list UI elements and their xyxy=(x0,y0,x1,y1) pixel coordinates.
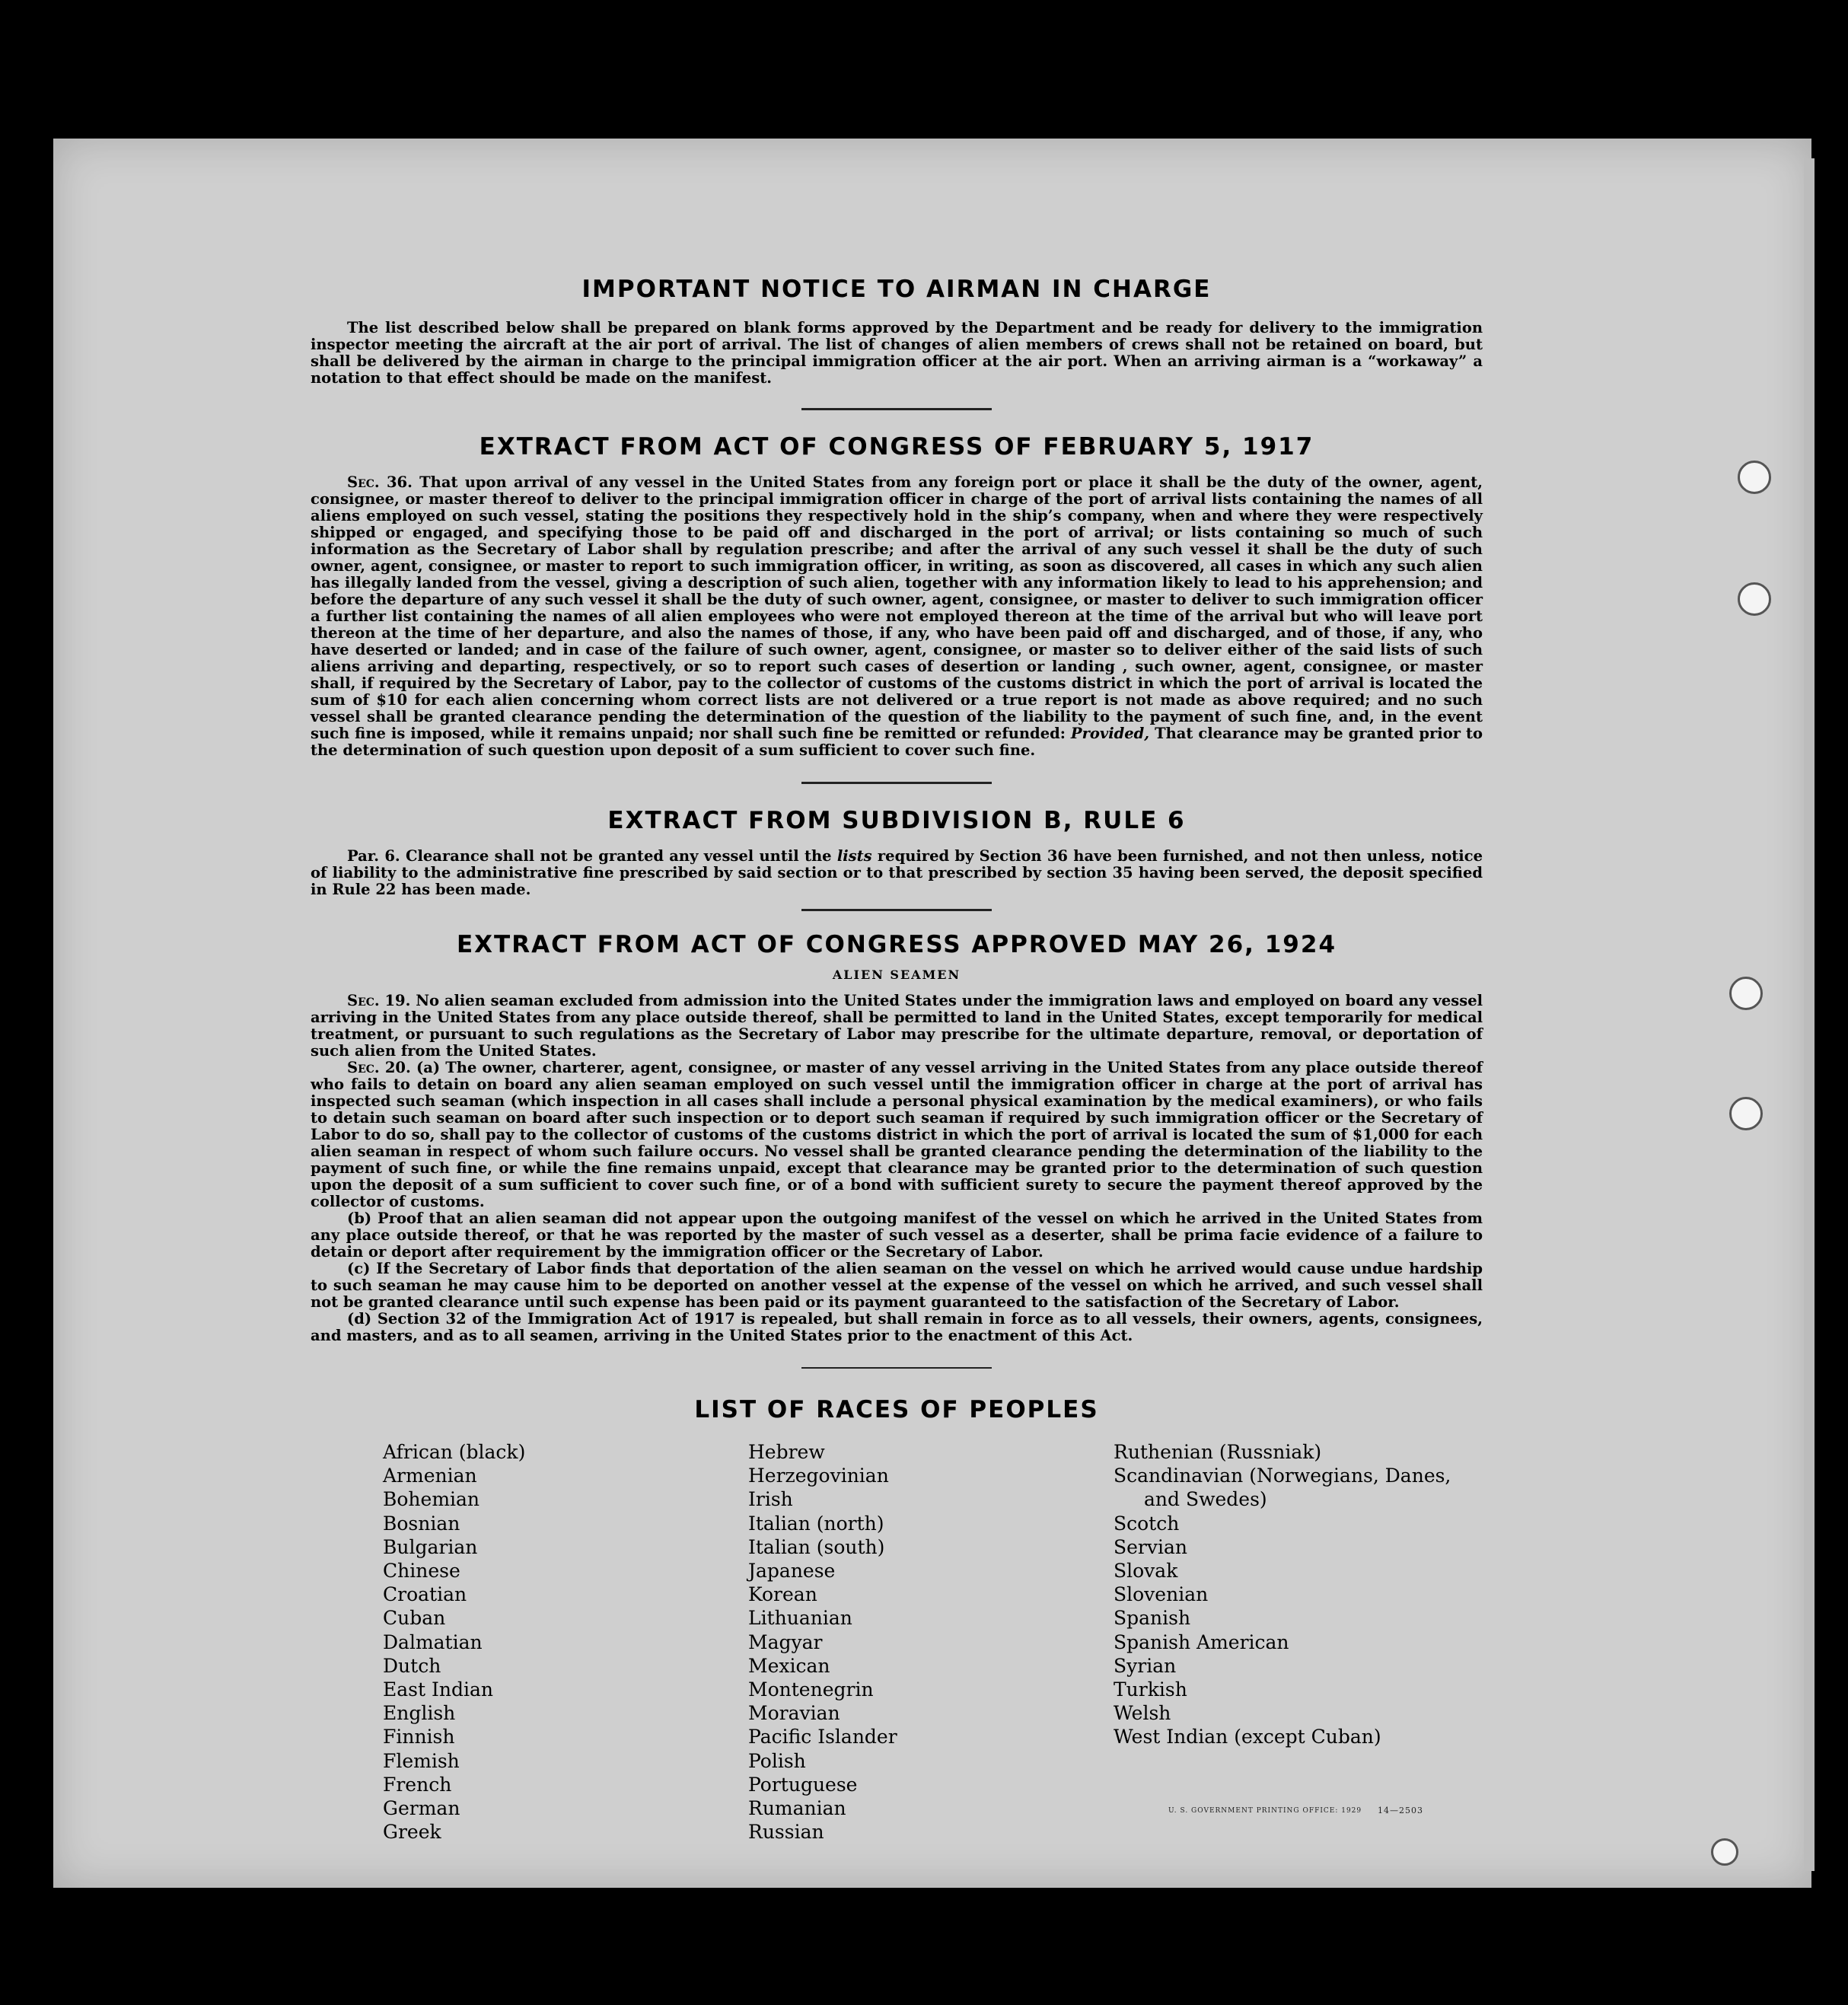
race-item: Finnish xyxy=(383,1726,455,1748)
races-title: LIST OF RACES OF PEOPLES xyxy=(694,1396,1099,1423)
divider xyxy=(801,782,992,784)
race-item: Welsh xyxy=(1114,1702,1171,1725)
races-column-2 xyxy=(748,1440,897,1844)
race-item: Magyar xyxy=(748,1630,823,1653)
punch-hole xyxy=(1711,1838,1738,1866)
race-item: Flemish xyxy=(383,1749,460,1772)
race-item: Montenegrin xyxy=(748,1678,874,1701)
race-item: Spanish xyxy=(1114,1607,1191,1630)
bleed-through xyxy=(114,282,126,312)
punch-hole xyxy=(1738,461,1771,494)
sec-20-c: (c) If the Secretary of Labor finds that deportation of the alien seaman on the vessel on which he arrived would cause undue hardship to such seaman he may cause him to be deported on another vessel at the expense of the vessel on which he arrived, and such vessel shall not be granted clearance until such expense has been paid or its payment guaranteed to the satisfaction of the Secretary of Labor. xyxy=(311,1260,1483,1311)
race-item: Bulgarian xyxy=(383,1535,478,1558)
race-item: Bohemian xyxy=(383,1488,480,1511)
punch-hole xyxy=(1738,582,1771,616)
divider xyxy=(801,1367,992,1369)
race-item: Polish xyxy=(748,1749,806,1772)
race-item: East Indian xyxy=(383,1678,493,1701)
race-item: Croatian xyxy=(383,1583,467,1606)
provided-word: Provided, xyxy=(1070,725,1150,742)
race-item: and Swedes) xyxy=(1144,1488,1267,1511)
race-item: African (black) xyxy=(383,1441,526,1463)
notice-text: The list described below shall be prepared on blank forms approved by the Department and be ready for delivery to the immigration inspector meeting the aircraft at the air port of arrival. The list of changes of alien members of crews shall not be retained on board, but shall be delivered by the airman in charge to the principal immigration officer at the air port. When an arriving airman is a “workaway” a notation to that effect should be made on the manifest. xyxy=(311,319,1483,387)
divider xyxy=(801,909,992,911)
race-item: Scandinavian (Norwegians, Danes, xyxy=(1114,1465,1451,1487)
alien-seamen-subtitle: ALIEN SEAMEN xyxy=(832,967,961,982)
races-column-3 xyxy=(1114,1440,1451,1749)
race-item: Moravian xyxy=(748,1702,840,1725)
race-item: Slovenian xyxy=(1114,1583,1209,1606)
race-item: Hebrew xyxy=(748,1441,825,1463)
race-item: Rumanian xyxy=(748,1797,846,1820)
race-item: Herzegovinian xyxy=(748,1465,889,1487)
race-item: French xyxy=(383,1773,452,1796)
page-edge xyxy=(1804,158,1815,1871)
notice-title: IMPORTANT NOTICE TO AIRMAN IN CHARGE xyxy=(581,276,1212,303)
act-1917-title: EXTRACT FROM ACT OF CONGRESS OF FEBRUARY 5, 1917 xyxy=(479,433,1314,461)
sec-20-d: (d) Section 32 of the Immigration Act of 1917 is repealed, but shall remain in force as to all vessels, their owners, agents, consignees, and masters, and as to all seamen, arriving in the United States prior to the enactment of this Act. xyxy=(311,1310,1483,1344)
rule-6-text: Par. 6. Clearance shall not be granted any vessel until the lists required by Section 36 have been furnished, and not then unless, notice of liability to the administrative fine prescribed by said section or to that prescribed by section 35 having been served, the deposit specified in Rule 22 has been made. xyxy=(311,847,1483,898)
race-item: Greek xyxy=(383,1821,441,1844)
punch-hole xyxy=(1729,1097,1763,1130)
section-label: Sec. 36. xyxy=(347,473,413,491)
race-item: Dutch xyxy=(383,1654,441,1677)
race-item: English xyxy=(383,1702,456,1725)
race-item: Dalmatian xyxy=(383,1630,483,1653)
printer-imprint: U. S. GOVERNMENT PRINTING OFFICE: 1929 xyxy=(1168,1807,1362,1815)
section-text-cont: That clearance may be granted prior to the determination of such question upon deposit of a sum sufficient to cover such fine. xyxy=(311,725,1483,759)
races-list xyxy=(311,1440,1483,1866)
divider xyxy=(801,408,992,410)
race-item: West Indian (except Cuban) xyxy=(1114,1726,1381,1748)
race-item: Chinese xyxy=(383,1560,460,1583)
race-item: Irish xyxy=(748,1488,793,1511)
rule-6-title: EXTRACT FROM SUBDIVISION B, RULE 6 xyxy=(607,807,1186,834)
punch-hole xyxy=(1729,977,1763,1010)
race-item: Pacific Islander xyxy=(748,1726,897,1748)
race-item: Bosnian xyxy=(383,1512,460,1535)
form-number: 14—2503 xyxy=(1378,1806,1423,1815)
race-item: Slovak xyxy=(1114,1560,1178,1583)
sec-20-a: Sec. 20. (a) The owner, charterer, agent, consignee, or master of any vessel arriving in the United States from any place outside thereof who fails to detain on board any alien seaman employed on such vessel until the immigration officer in charge at the port of arrival has inspected such seaman (which inspection in all cases shall include a personal physical examination by the medical examiners), or who fails to detain such seaman on board after such inspection or to deport such seaman if required by such immigration officer or the Secretary of Labor to do so, shall pay to the collector of customs of the customs district in which the port of arrival is located the sum of $1,000 for each alien seaman in respect of whom such failure occurs. No vessel shall be granted clearance pending the determination of the liability to the payment of such fine, or while the fine remains unpaid, except that clearance may be granted prior to the determination of such question upon the deposit of a sum sufficient to cover such fine, or of a bond with sufficient surety to secure the payment thereof approved by the collector of customs. xyxy=(311,1059,1483,1210)
race-item: Italian (north) xyxy=(748,1512,884,1535)
race-item: Syrian xyxy=(1114,1654,1177,1677)
race-item: Japanese xyxy=(748,1560,836,1583)
race-item: Italian (south) xyxy=(748,1535,885,1558)
sec-19: Sec. 19. No alien seaman excluded from admission into the United States under the immigration laws and employed on board any vessel arriving in the United States from any place outside thereof, shall be permitted to land in the United States, except temporarily for medical treatment, or pursuant to such regulations as the Secretary of Labor may prescribe for the ultimate departure, removal, or deportation of such alien from the United States. xyxy=(311,992,1483,1060)
race-item: Lithuanian xyxy=(748,1607,852,1630)
race-item: Scotch xyxy=(1114,1512,1180,1535)
sec-20-b: (b) Proof that an alien seaman did not appear upon the outgoing manifest of the vessel on which he arrived in the United States from any place outside thereof, or that he was reported by the master of such vessel as a deserter, shall be prima facie evidence of a failure to detain or deport after requirement by the immigration officer or the Secretary of Labor. xyxy=(311,1210,1483,1261)
act-1924-title: EXTRACT FROM ACT OF CONGRESS APPROVED MAY 26, 1924 xyxy=(456,931,1337,958)
document-content xyxy=(311,276,1483,1866)
act-1917-section-36 xyxy=(311,474,1483,759)
race-item: Cuban xyxy=(383,1607,446,1630)
race-item: Ruthenian (Russniak) xyxy=(1114,1441,1322,1463)
race-item: Portuguese xyxy=(748,1773,858,1796)
race-item: Russian xyxy=(748,1821,824,1844)
race-item: Armenian xyxy=(383,1465,477,1487)
race-item: Turkish xyxy=(1114,1678,1187,1701)
lists-word: lists xyxy=(836,847,872,865)
race-item: Mexican xyxy=(748,1654,830,1677)
race-item: Korean xyxy=(748,1583,817,1606)
race-item: Servian xyxy=(1114,1535,1187,1558)
section-text: That upon arrival of any vessel in the United States from any foreign port or place it shall be the duty of the owner, agent, consignee, or master thereof to deliver to the principal immigration officer in charge of the port of arrival lists containing the names of all aliens employed on such vessel, stating the positions they respectively hold in the ship’s company, when and where they were respectively shipped or engaged, and specifying those to be paid off and discharged in the port of arrival; or lists containing so much of such information as the Secretary of Labor shall by regulation prescribe; and after the arrival of any such vessel it shall be the duty of such owner, agent, consignee, or master to report to such immigration officer, in writing, as soon as discovered, all cases in which any such alien has illegally landed from the vessel, giving a description of such alien, together with any information likely to lead to his apprehension; and before the departure of any such vessel it shall be the duty of such owner, agent, consignee, or master to deliver to such immigration officer a further list containing the names of all alien employees who were not employed thereon at the time of the arrival but who will leave port thereon at the time of her departure, and also the names of those, if any, who have been paid off and discharged, and of those, if any, who have deserted or landed; and in case of the failure of such owner, agent, consignee, or master so to deliver either of the said lists of such aliens arriving and departing, respectively, or so to report such cases of desertion or landing , such owner, agent, consignee, or master shall, if required by the Secretary of Labor, pay to the collector of customs of the customs district in which the port of arrival is located the sum of $10 for each alien concerning whom correct lists are not delivered or a true report is not made as above required; and no such vessel shall be granted clearance pending the determination of the question of the liability to the payment of such fine, and, in the event such fine is imposed, while it remains unpaid; nor shall such fine be remitted or refunded: xyxy=(311,473,1483,742)
race-item: German xyxy=(383,1797,460,1820)
races-column-1 xyxy=(383,1440,525,1844)
race-item: Spanish American xyxy=(1114,1630,1289,1653)
